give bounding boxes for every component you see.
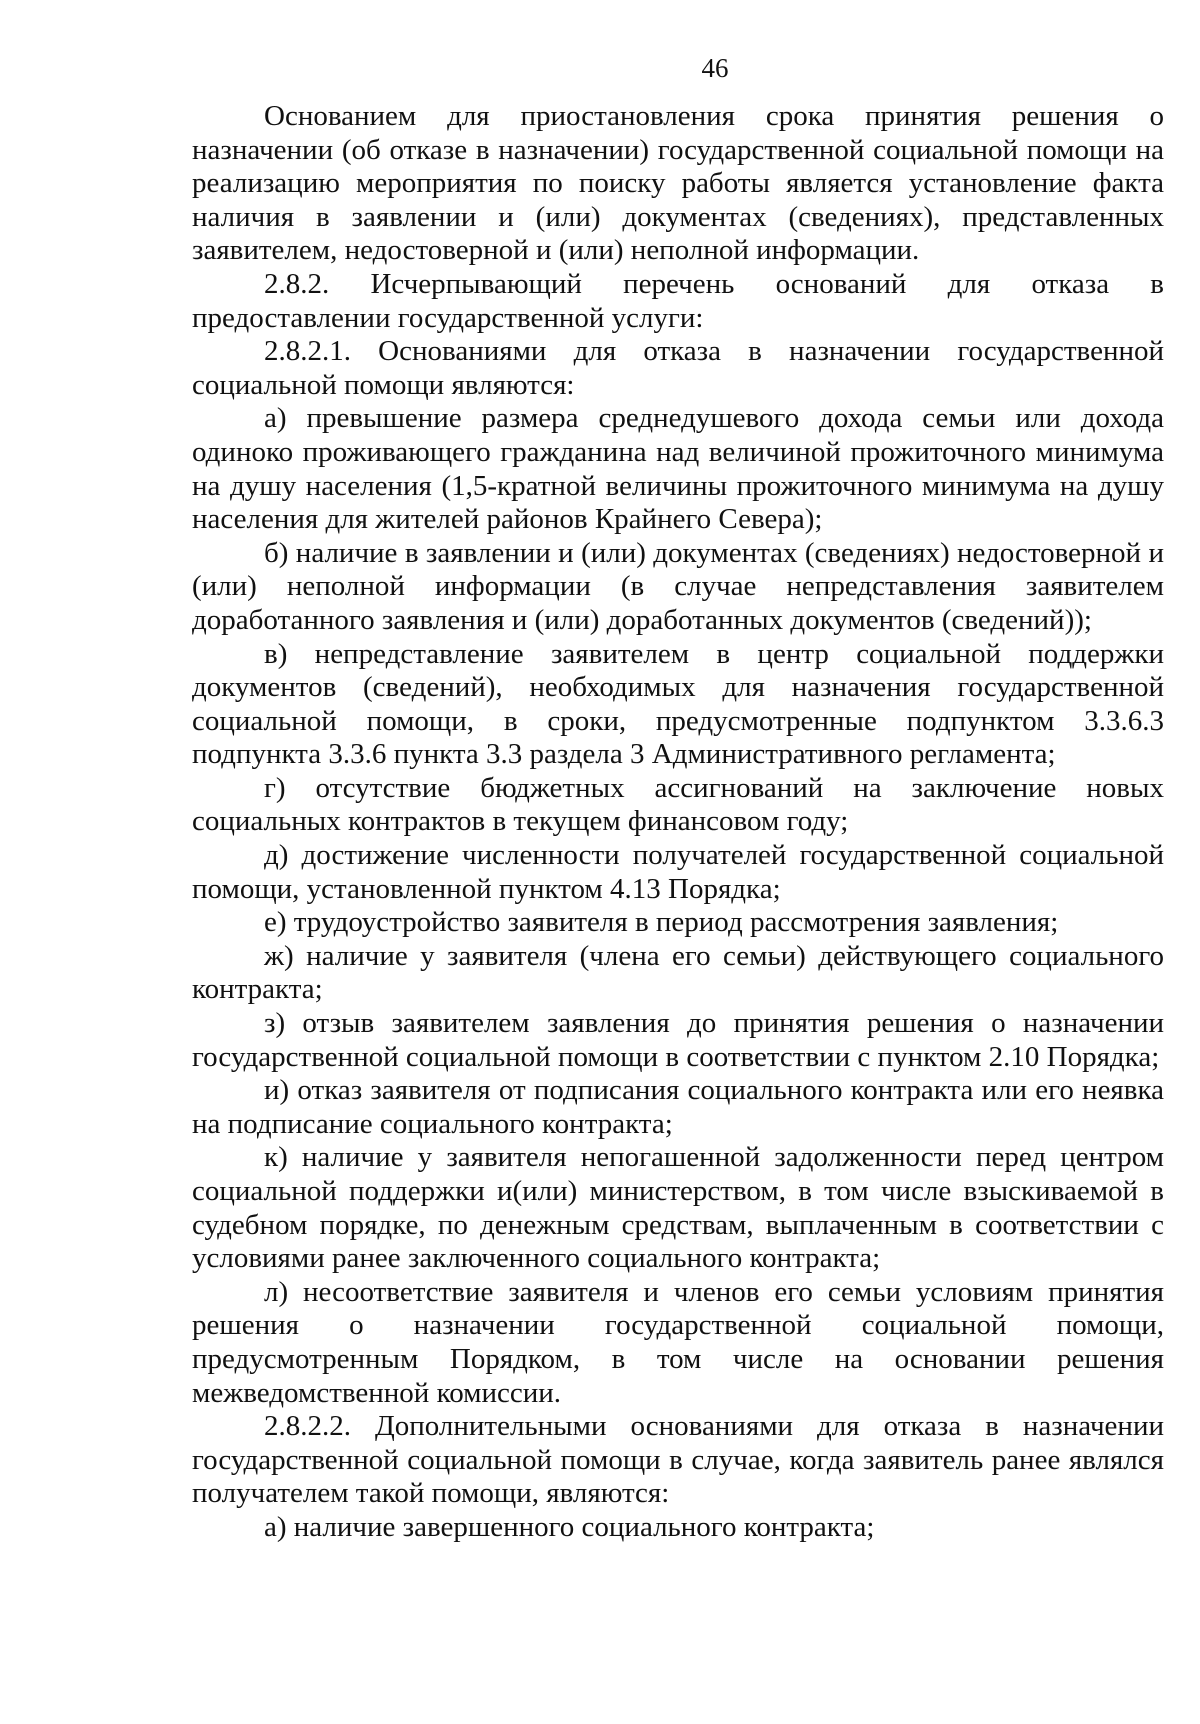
list-item-z: з) отзыв заявителем заявления до принятия решения о назначении государственной социальной помощи в соответствии с пунктом 2.10 Порядка; bbox=[192, 1007, 1164, 1073]
list-item-e: е) трудоустройство заявителя в период рассмотрения заявления; bbox=[264, 906, 1059, 939]
paragraph-2-8-2: 2.8.2. Исчерпывающий перечень оснований для отказа в предоставлении государственной услуги: bbox=[192, 267, 1164, 334]
list-item-b: б) наличие в заявлении и (или) документах (сведениях) недостоверной и (или) неполной информации (в случае непредставления заявителем доработанного заявления и (или) доработанных документов (сведений)); bbox=[192, 536, 1164, 636]
list-item-l: л) несоответствие заявителя и членов его семьи условиям принятия решения о назначении государственной социальной помощи, предусмотренным Порядком, в том числе на основании решения межведомственной комиссии. bbox=[192, 1275, 1164, 1409]
paragraph-2-8-2-1: 2.8.2.1. Основаниями для отказа в назначении государственной социальной помощи являются: bbox=[192, 335, 1164, 401]
list-item-d: д) достижение численности получателей государственной социальной помощи, установленной пунктом 4.13 Порядка; bbox=[192, 839, 1164, 905]
paragraph-suspension-basis: Основанием для приостановления срока принятия решения о назначении (об отказе в назначении) государственной социальной помощи на реализацию мероприятия по поиску работы является установление факта наличия в заявлении и (или) документах (сведениях), представленных заявителем, недостоверной и (или) неполной информации. bbox=[192, 100, 1164, 267]
list-item-zh: ж) наличие у заявителя (члена его семьи) действующего социального контракта; bbox=[192, 939, 1164, 1006]
list-item-i: и) отказ заявителя от подписания социального контракта или его неявка на подписание социального контракта; bbox=[192, 1074, 1164, 1140]
list-item-g: г) отсутствие бюджетных ассигнований на заключение новых социальных контрактов в текущем финансовом году; bbox=[192, 771, 1164, 838]
document-body bbox=[192, 100, 1164, 1545]
page-number: 46 bbox=[701, 53, 729, 83]
list-item-a-additional: а) наличие завершенного социального контракта; bbox=[264, 1510, 875, 1543]
paragraph-2-8-2-2: 2.8.2.2. Дополнительными основаниями для отказа в назначении государственной социальной помощи в случае, когда заявитель ранее являлся получателем такой помощи, являются: bbox=[192, 1410, 1164, 1510]
list-item-a: а) превышение размера среднедушевого дохода семьи или дохода одиноко проживающего гражданина над величиной прожиточного минимума на душу населения (1,5-кратной величины прожиточного минимума на душу населения для жителей районов Крайнего Севера); bbox=[192, 402, 1164, 536]
list-item-v: в) непредставление заявителем в центр социальной поддержки документов (сведений), необходимых для назначения государственной социальной помощи, в сроки, предусмотренные подпунктом 3.3.6.3 подпункта 3.3.6 пункта 3.3 раздела 3 Административного регламента; bbox=[192, 637, 1164, 771]
list-item-k: к) наличие у заявителя непогашенной задолженности перед центром социальной поддержки и(или) министерством, в том числе взыскиваемой в судебном порядке, по денежным средствам, выплаченным в соответствии с условиями ранее заключенного социального контракта; bbox=[192, 1141, 1164, 1275]
